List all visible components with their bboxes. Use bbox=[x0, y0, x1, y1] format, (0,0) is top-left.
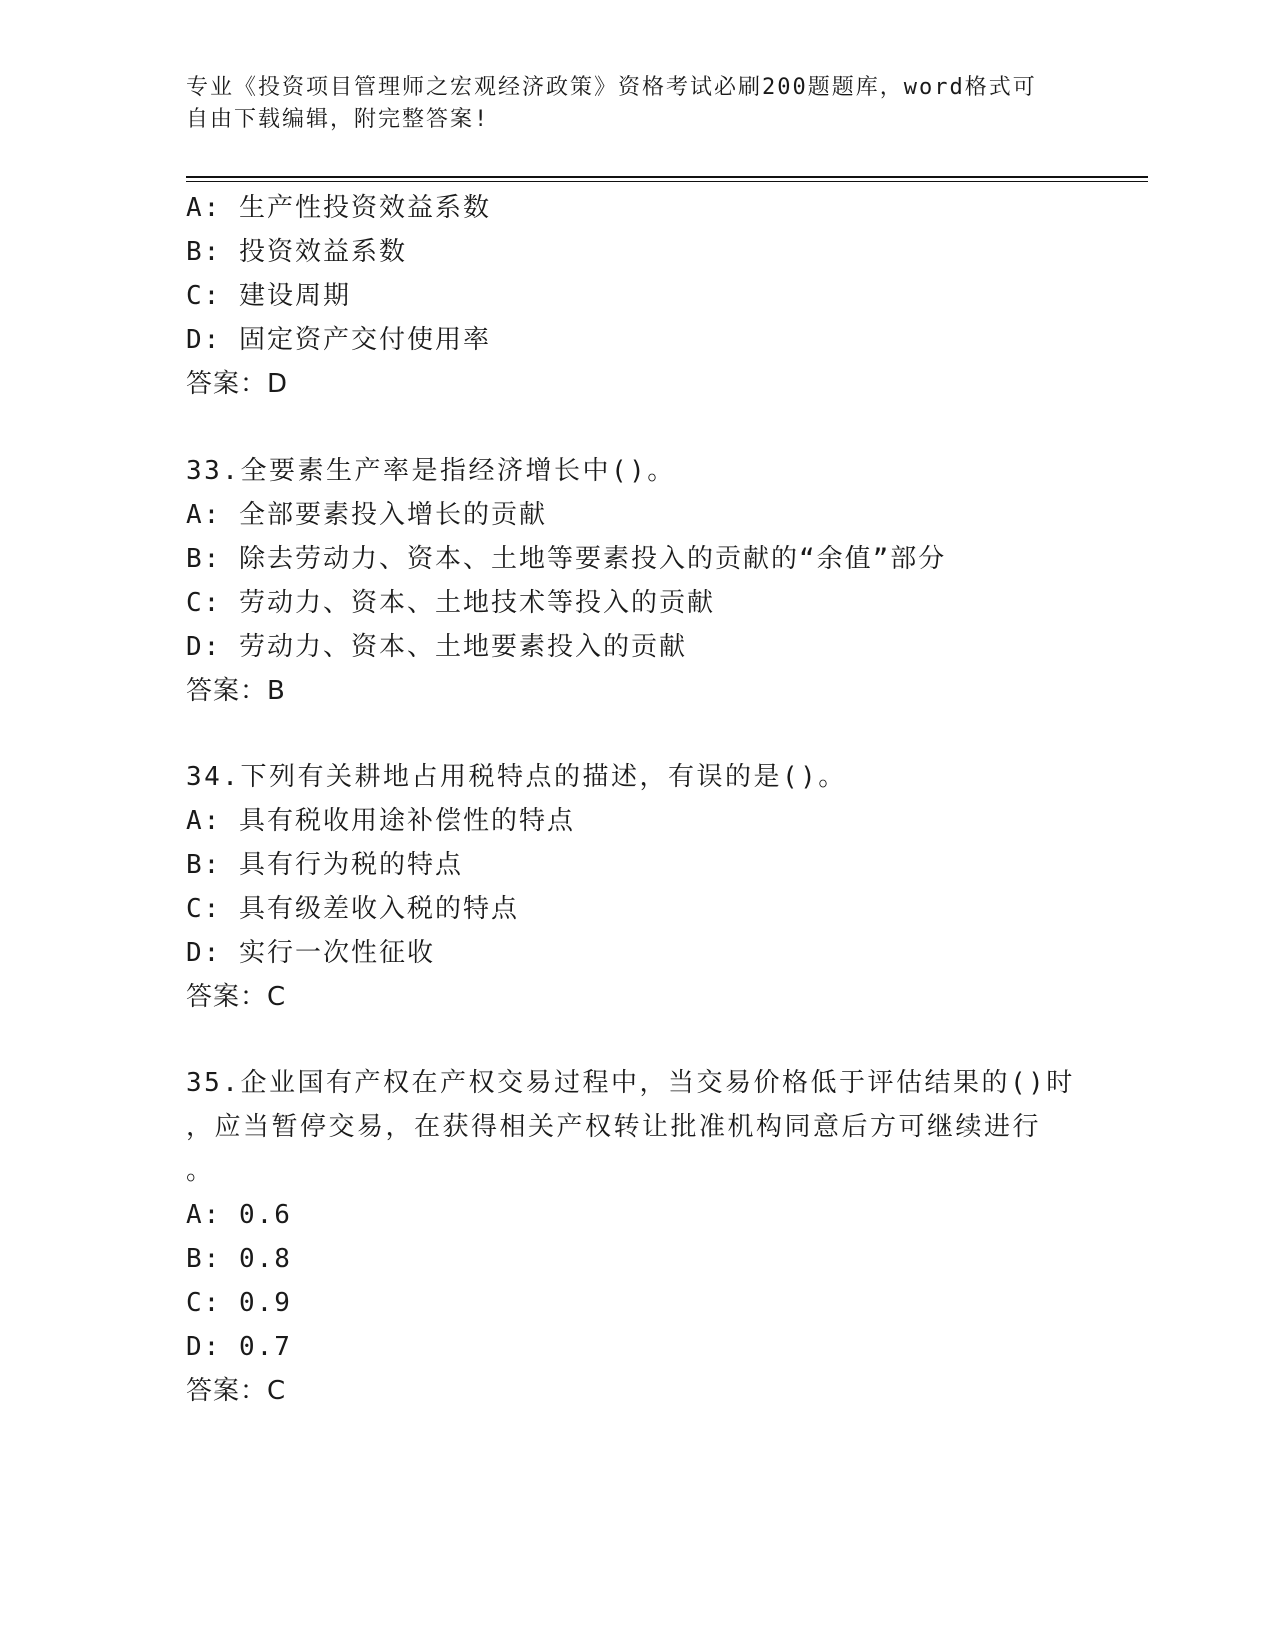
q33-answer: 答案：B bbox=[186, 676, 286, 706]
q34-stem: 34.下列有关耕地占用税特点的描述，有误的是()。 bbox=[186, 762, 847, 792]
q32-option-c: C: 建设周期 bbox=[186, 281, 351, 311]
q35-option-b: B: 0.8 bbox=[186, 1244, 292, 1274]
q34-option-c: C: 具有级差收入税的特点 bbox=[186, 894, 519, 924]
q32-option-d: D: 固定资产交付使用率 bbox=[186, 325, 491, 355]
q33-stem: 33.全要素生产率是指经济增长中()。 bbox=[186, 456, 676, 486]
q35-stem-line-3: 。 bbox=[186, 1156, 215, 1186]
q34-option-d: D: 实行一次性征收 bbox=[186, 938, 435, 968]
header-line-1: 专业《投资项目管理师之宏观经济政策》资格考试必刷200题题库，word格式可 bbox=[186, 75, 1037, 100]
q35-option-d: D: 0.7 bbox=[186, 1332, 292, 1362]
header-rule-thin bbox=[186, 181, 1148, 182]
q33-option-d: D: 劳动力、资本、土地要素投入的贡献 bbox=[186, 632, 687, 662]
q34-option-a: A: 具有税收用途补偿性的特点 bbox=[186, 806, 575, 836]
q35-stem-line-2: ，应当暂停交易，在获得相关产权转让批准机构同意后方可继续进行 bbox=[186, 1112, 1042, 1142]
header-rule-thick bbox=[186, 176, 1148, 178]
q35-option-a: A: 0.6 bbox=[186, 1200, 292, 1230]
q32-option-b: B: 投资效益系数 bbox=[186, 237, 407, 267]
q32-option-a: A: 生产性投资效益系数 bbox=[186, 193, 491, 223]
q33-option-c: C: 劳动力、资本、土地技术等投入的贡献 bbox=[186, 588, 715, 618]
q33-option-a: A: 全部要素投入增长的贡献 bbox=[186, 500, 547, 530]
q32-answer: 答案：D bbox=[186, 369, 289, 399]
q33-option-b: B: 除去劳动力、资本、土地等要素投入的贡献的“余值”部分 bbox=[186, 544, 947, 574]
header-line-2: 自由下载编辑，附完整答案! bbox=[186, 107, 490, 132]
q34-answer: 答案：C bbox=[186, 982, 287, 1012]
document-header bbox=[186, 72, 1066, 136]
q35-stem-line-1: 35.企业国有产权在产权交易过程中，当交易价格低于评估结果的()时 bbox=[186, 1068, 1075, 1098]
q35-answer: 答案：C bbox=[186, 1376, 287, 1406]
q35-option-c: C: 0.9 bbox=[186, 1288, 292, 1318]
q34-option-b: B: 具有行为税的特点 bbox=[186, 850, 463, 880]
